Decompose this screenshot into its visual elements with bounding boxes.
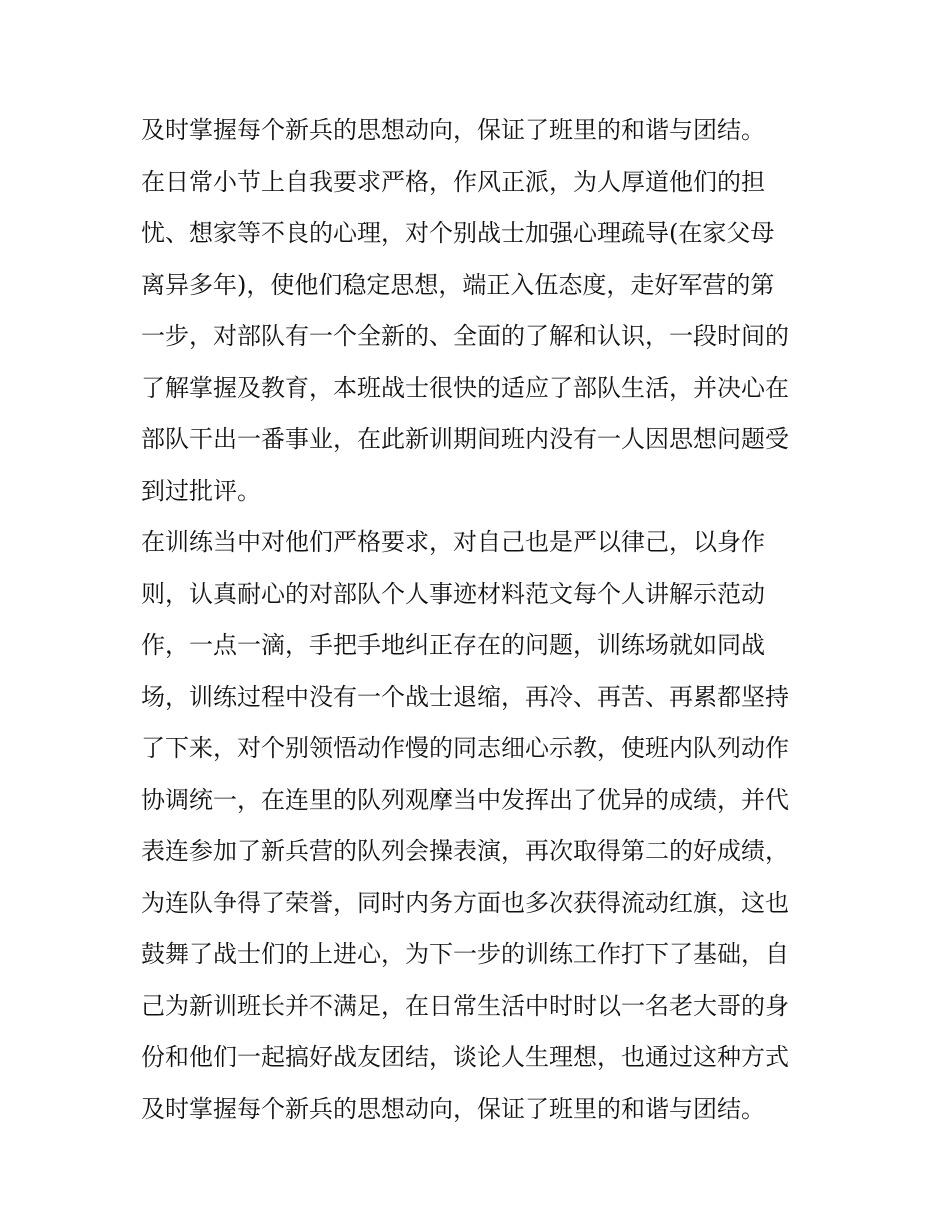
text-line: 协调统一，在连里的队列观摩当中发挥出了优异的成绩，并代 (141, 785, 789, 814)
text-line: 了解掌握及教育，本班战士很快的适应了部队生活，并决心在 (141, 373, 789, 402)
text-line: 部队干出一番事业，在此新训期间班内没有一人因思想问题受 (141, 425, 789, 453)
text-line: 及时掌握每个新兵的思想动向，保证了班里的和谐与团结。 (141, 116, 765, 144)
text-line: 己为新训班长并不满足，在日常生活中时时以一名老大哥的身 (141, 991, 789, 1020)
text-line: 了下来，对个别领悟动作慢的同志细心示教，使班内队列动作 (141, 734, 789, 762)
text-line: 鼓舞了战士们的上进心，为下一步的训练工作打下了基础，自 (141, 940, 789, 968)
text-line: 则，认真耐心的对部队个人事迹材料范文每个人讲解示范动 (141, 579, 765, 608)
text-line: 一步，对部队有一个全新的、全面的了解和认识，一段时间的 (141, 322, 789, 350)
body-text (141, 105, 821, 1135)
text-line: 到过批评。 (141, 476, 261, 505)
text-line: 及时掌握每个新兵的思想动向，保证了班里的和谐与团结。 (141, 1094, 765, 1123)
text-line: 为连队争得了荣誉，同时内务方面也多次获得流动红旗，这也 (141, 888, 789, 917)
text-line: 场，训练过程中没有一个战士退缩，再冷、再苦、再累都坚持 (141, 682, 789, 711)
text-line: 表连参加了新兵营的队列会操表演，再次取得第二的好成绩， (141, 837, 789, 865)
text-line: 作，一点一滴，手把手地纠正存在的问题，训练场就如同战 (141, 631, 765, 659)
text-line: 份和他们一起搞好战友团结，谈论人生理想，也通过这种方式 (141, 1043, 789, 1071)
text-line: 忧、想家等不良的心理，对个别战士加强心理疏导(在家父母 (141, 219, 775, 247)
text-line: 在训练当中对他们严格要求，对自己也是严以律己，以身作 (141, 528, 765, 556)
text-line: 在日常小节上自我要求严格，作风正派，为人厚道他们的担 (141, 167, 765, 196)
text-line: 离异多年)，使他们稳定思想，端正入伍态度，走好军营的第 (141, 270, 775, 299)
